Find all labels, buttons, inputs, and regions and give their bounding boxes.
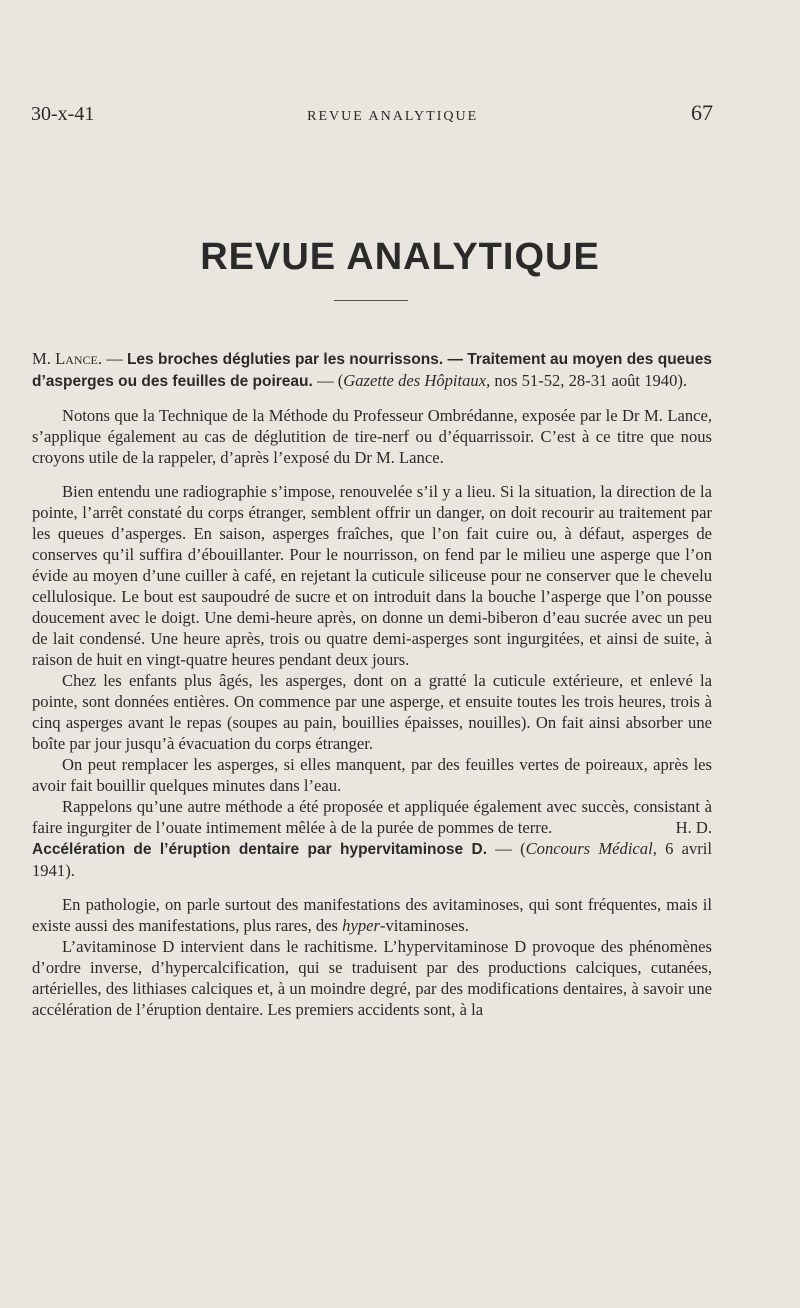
- article2-paragraph: L’avitaminose D intervient dans le rachitisme. L’hypervitaminose D provoque des phénomènes d’ordre inverse, d’hypercalcification, qui se traduisent par des productions calciques, cutanées, artérielles, des lithiases calciques et, à un moindre degré, par des modifications dentaires, à savoir une accélération de l’éruption dentaire. Les premiers accidents sont, à la: [32, 937, 712, 1019]
- article2-title: Accélération de l’éruption dentaire par hypervitaminose D.: [32, 841, 488, 858]
- article1-source-journal: Gazette des Hôpitaux,: [343, 371, 491, 390]
- section-title: REVUE ANALYTIQUE: [200, 236, 600, 278]
- article2-dash: — (: [487, 839, 526, 858]
- article2-p1-italic: hyper: [342, 916, 380, 935]
- article1-last-text: Rappelons qu’une autre méthode a été proposée et appliquée également avec succès, consistant à faire ingurgiter de l’ouate intimement mêlée à de la purée de pommes de terre.: [32, 797, 712, 837]
- article2-p1-text: En pathologie, on parle surtout des manifestations des avitaminoses, qui sont fréquentes, mais il existe aussi des manifestations, plus rares, des: [32, 895, 712, 935]
- article2-source-journal: Concours Médical,: [525, 839, 657, 858]
- article1-paragraph: Notons que la Technique de la Méthode du Professeur Ombrédanne, exposée par le Dr M. Lance, s’applique également au cas de déglutition de tire-nerf ou d’équarrissoir. C’est à ce titre que nous croyons utile de la rappeler, d’après l’exposé du Dr M. Lance.: [32, 406, 712, 467]
- article1-last-paragraph: [32, 796, 712, 838]
- article1-heading: [32, 348, 712, 392]
- article2-paragraph: [32, 894, 712, 936]
- page-number: 67: [690, 100, 713, 125]
- running-title: REVUE ANALYTIQUE: [307, 109, 479, 124]
- article1-title: Les broches dégluties par les nourrissons. — Traitement au moyen des queues d’asperges ou des feuilles de poireau.: [32, 351, 712, 390]
- title-rule: [334, 300, 408, 301]
- article1-signature: H. D.: [675, 818, 712, 837]
- article1-paragraph: Bien entendu une radiographie s’impose, renouvelée s’il y a lieu. Si la situation, la direction de la pointe, l’arrêt constaté du corps étranger, semblent offrir un danger, on doit recourir au traitement par les queues d’asperges. En saison, asperges fraîches, que l’on fait cuire ou, à défaut, asperges de conserves qu’il suffira d’ébouillanter. Pour le nourrisson, on fend par le milieu une asperge que l’on évide au moyen d’une cuiller à café, en rejetant la cuticule siliceuse pour ne conserver que le chevelu cellulosique. Le bout est saupoudré de sucre et on introduit dans la bouche l’asperge que l’on pousse doucement avec le doigt. Une demi-heure après, on donne un demi-biberon d’eau sucrée avec un peu de lait condensé. Une heure après, trois ou quatre demi-asperges sont ingurgitées, et ainsi de suite, à raison de huit en vingt-quatre heures pendant deux jours.: [32, 482, 712, 669]
- article1-dash: —: [102, 349, 127, 368]
- article2-p1-after: -vitaminoses.: [379, 916, 469, 935]
- issue-date: 30-x-41: [31, 103, 95, 125]
- article-body: [32, 348, 712, 1020]
- article2-source-rest: 6 avril 1941).: [32, 839, 712, 880]
- running-header: [31, 100, 713, 126]
- article1-paragraph: On peut remplacer les asperges, si elles manquent, par des feuilles vertes de poireaux, après les avoir fait bouillir quelques minutes dans l’eau.: [32, 755, 712, 795]
- article1-author: M. Lance.: [32, 349, 103, 368]
- article1-source-rest: nos 51-52, 28-31 août 1940).: [490, 371, 688, 390]
- article2-heading: [32, 838, 712, 881]
- article1-paragraph: Chez les enfants plus âgés, les asperges, dont on a gratté la cuticule extérieure, et enlevé la pointe, sont données entières. On commence par une asperge, et ensuite toutes les trois heures, trois à cinq asperges avant le repas (soupes au pain, bouillies épaisses, nouilles). On fait ainsi absorber une boîte par jour jusqu’à évacuation du corps étranger.: [32, 671, 712, 753]
- article1-dash-2: — (: [312, 371, 344, 390]
